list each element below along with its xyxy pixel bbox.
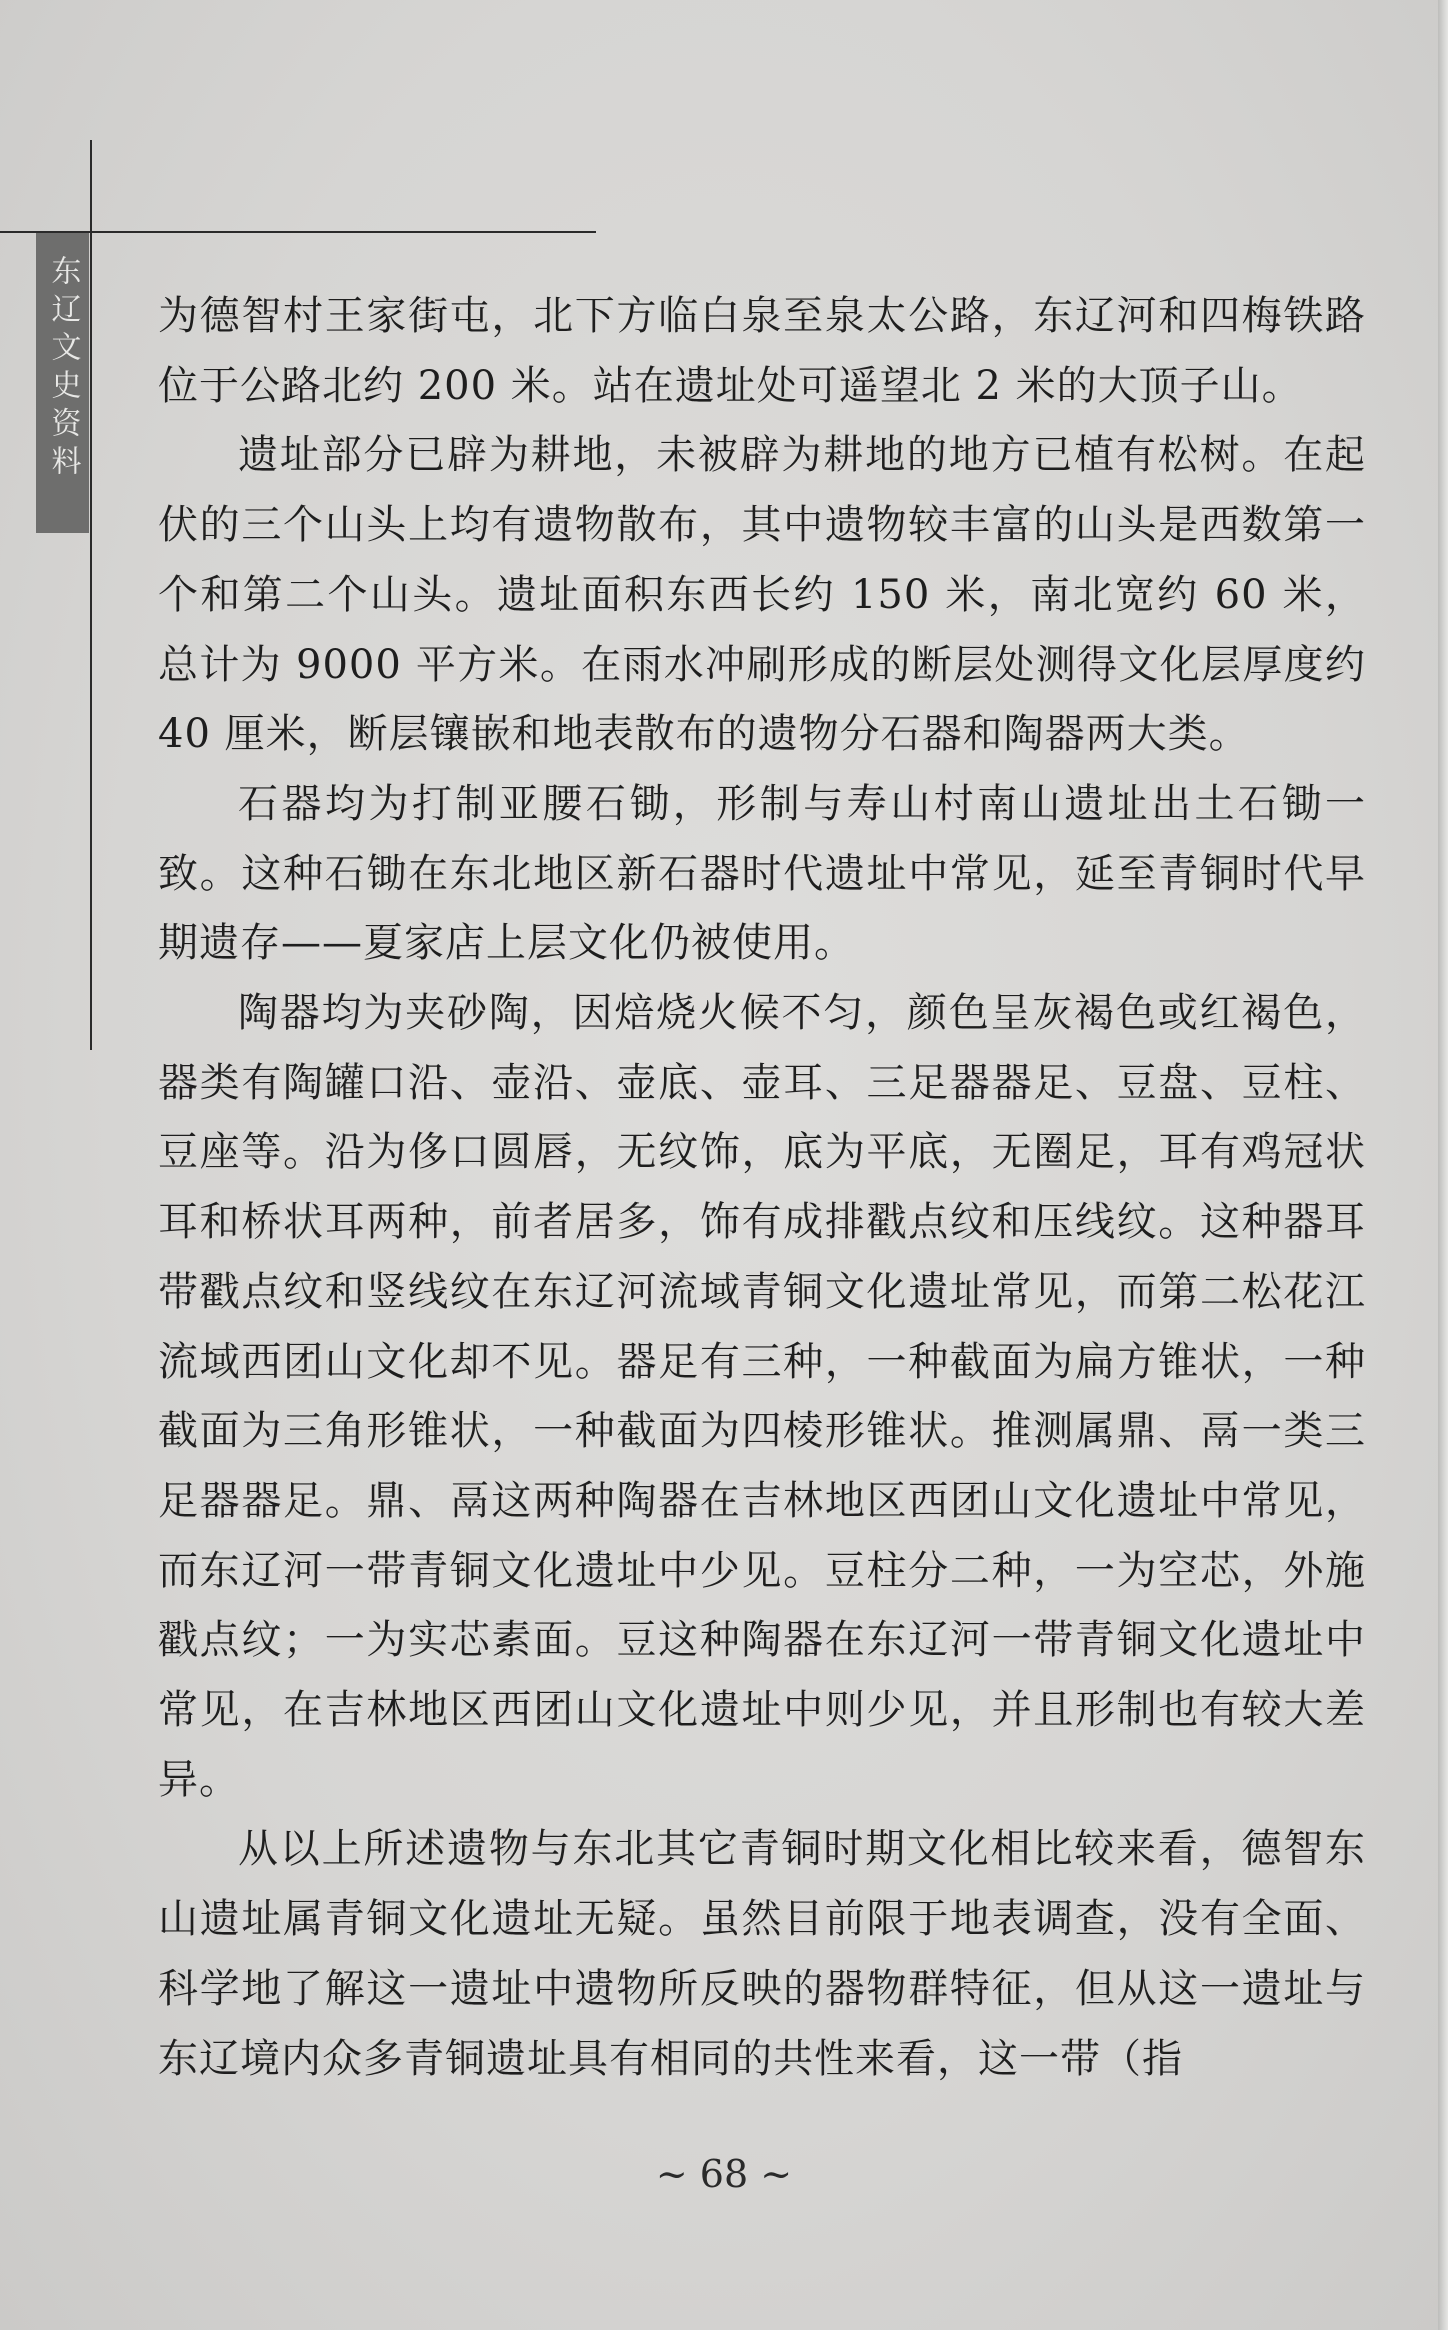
paragraph-4: 陶器均为夹砂陶，因焙烧火候不匀，颜色呈灰褐色或红褐色，器类有陶罐口沿、壶沿、壶底、壶耳、三足器器足、豆盘、豆柱、豆座等。沿为侈口圆唇，无纹饰，底为平底，无圈足，耳有鸡冠状耳和桥状耳两种，前者居多，饰有成排戳点纹和压线纹。这种器耳带戳点纹和竖线纹在东辽河流域青铜文化遗址常见，而第二松花江流域西团山文化却不见。器足有三种，一种截面为扁方锥状，一种截面为三角形锥状，一种截面为四棱形锥状。推测属鼎、鬲一类三足器器足。鼎、鬲这两种陶器在吉林地区西团山文化遗址中常见，而东辽河一带青铜文化遗址中少见。豆柱分二种，一为空芯，外施戳点纹；一为实芯素面。豆这种陶器在东辽河一带青铜文化遗址中常见，在吉林地区西团山文化遗址中则少见，并且形制也有较大差异。 xyxy=(158,990,1366,1803)
paragraph-2: 遗址部分已辟为耕地，未被辟为耕地的地方已植有松树。在起伏的三个山头上均有遗物散布，其中遗物较丰富的山头是西数第一个和第二个山头。遗址面积东西长约 150 米，南北宽约 60 米，总计为 9000 平方米。在雨水冲刷形成的断层处测得文化层厚度约 40 厘米，断层镶嵌和地表散布的遗物分石器和陶器两大类。 xyxy=(158,432,1366,758)
section-side-tab xyxy=(36,233,89,533)
body-text xyxy=(158,282,1366,2094)
page-number: ~ 68 ~ xyxy=(655,2152,793,2196)
paragraph-5: 从以上所述遗物与东北其它青铜时期文化相比较来看，德智东山遗址属青铜文化遗址无疑。虽然目前限于地表调查，没有全面、科学地了解这一遗址中遗物所反映的器物群特征，但从这一遗址与东辽境内众多青铜遗址具有相同的共性来看，这一带（指 xyxy=(158,1826,1366,2082)
paragraph-1: 为德智村王家街屯，北下方临白泉至泉太公路，东辽河和四梅铁路位于公路北约 200 米。站在遗址处可遥望北 2 米的大顶子山。 xyxy=(158,293,1366,409)
paragraph-3: 石器均为打制亚腰石锄，形制与寿山村南山遗址出土石锄一致。这种石锄在东北地区新石器时代遗址中常见，延至青铜时代早期遗存——夏家店上层文化仍被使用。 xyxy=(158,780,1366,967)
header-horizontal-rule xyxy=(0,231,596,233)
margin-vertical-rule xyxy=(90,140,92,1050)
side-tab-label: 东辽文史资料 xyxy=(45,255,81,483)
page-edge-shadow xyxy=(1438,0,1448,2330)
